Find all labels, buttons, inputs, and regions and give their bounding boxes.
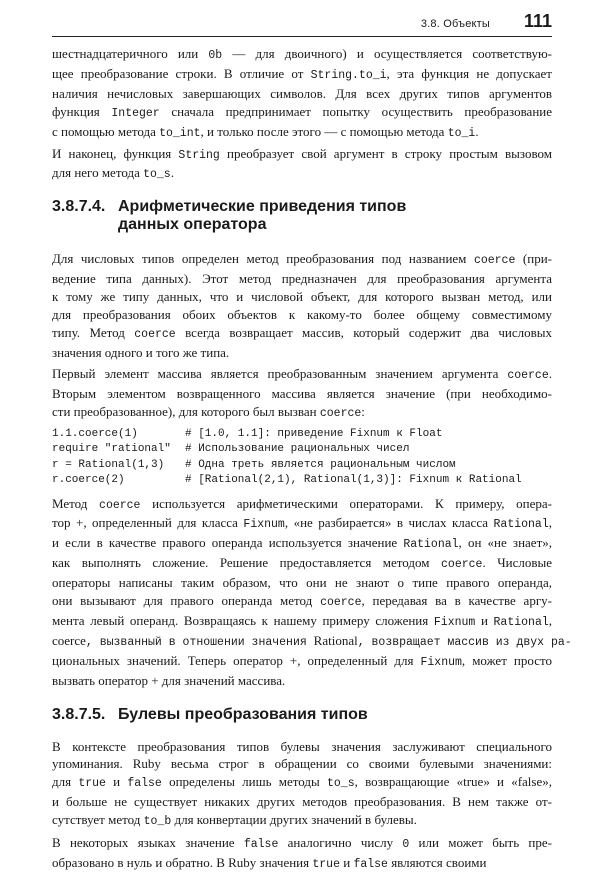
- text-run: образовано в нуль и обратно. В Ruby значения: [52, 855, 313, 870]
- inline-code: , вызванный в отношении значения: [85, 635, 314, 649]
- inline-code: coerce: [441, 558, 483, 572]
- text-line: [52, 834, 552, 854]
- text-line: [52, 773, 552, 793]
- text-run: они вызывают для правого операнда метод: [52, 593, 321, 609]
- text-line: [52, 123, 552, 143]
- code-statement: r = Rational(1,3): [52, 458, 165, 471]
- text-run: В контексте преобразования типов булевы значения заслуживают специального: [52, 738, 552, 754]
- inline-code: Integer: [111, 106, 160, 120]
- text-line: [52, 324, 552, 344]
- text-run: шестнадцатеричного или: [52, 46, 209, 61]
- text-line: [52, 514, 552, 534]
- text-run: :: [361, 403, 365, 419]
- code-statement: require "rational": [52, 443, 171, 455]
- text-run: coerce: [52, 632, 86, 648]
- text-run: сти преобразованное), для которого был вызван: [52, 403, 320, 419]
- text-run: с помощью метода: [52, 123, 160, 139]
- inline-code: coerce: [473, 254, 516, 268]
- inline-code: true: [78, 777, 106, 791]
- heading-title-line1: Булевы преобразования типов: [118, 705, 368, 723]
- inline-code: to_int: [159, 126, 201, 140]
- text-run: Rational: [313, 632, 358, 648]
- text-line: [52, 554, 552, 574]
- text-run: для: [52, 774, 79, 790]
- text-run: функция: [52, 103, 112, 119]
- text-run: преобразует свой аргумент в строку простым вызовом: [219, 145, 552, 161]
- text-run: вызвать оператор + для значений массива.: [52, 672, 286, 688]
- text-run: типу. Метод: [52, 324, 135, 340]
- text-run: , может просто: [461, 652, 552, 668]
- inline-code: to_i: [447, 126, 476, 140]
- text-run: ,: [548, 515, 552, 531]
- heading-number: 3.8.7.5.: [52, 705, 106, 723]
- section-heading-3-8-7-4: [52, 198, 552, 238]
- text-run: или может быть пре-: [409, 835, 552, 851]
- code-line: [52, 427, 552, 443]
- heading-title-line1: Арифметические приведения типов: [118, 198, 407, 216]
- text-run: , «не разбирается» в числах класса: [284, 515, 494, 531]
- text-line: [52, 145, 552, 165]
- text-run: и: [339, 855, 354, 870]
- inline-code: 0b: [208, 49, 223, 62]
- text-line: [52, 403, 552, 423]
- text-run: являются своими: [387, 855, 487, 870]
- text-run: для преобразования обоих объектов к какому-то более общему совместимому: [52, 307, 552, 323]
- text-run: аналогично числу: [278, 835, 403, 851]
- header-rule: [52, 36, 552, 37]
- text-run: определены лишь методы: [161, 774, 327, 790]
- text-run: упоминания. Ruby весьма строг в обращении со своими булевыми значениями:: [52, 756, 552, 772]
- text-run: , эта функция не допускает: [386, 65, 552, 81]
- inline-code: to_s: [143, 168, 171, 182]
- paragraph: [52, 365, 552, 423]
- heading-number: 3.8.7.4.: [52, 198, 106, 216]
- text-run: и: [105, 774, 128, 790]
- text-run: циональных значений. Теперь оператор +, определенный для: [52, 652, 421, 668]
- text-line: [52, 385, 552, 403]
- text-line: [52, 45, 552, 65]
- text-run: — для двоичного) и осуществляется соответствую-: [222, 46, 552, 61]
- inline-code: Rational: [493, 615, 549, 629]
- text-run: , он «не знает»,: [458, 535, 552, 551]
- text-line: [52, 811, 552, 831]
- text-run: .: [548, 365, 552, 381]
- code-line: [52, 442, 552, 458]
- text-line: [52, 612, 552, 632]
- inline-code: false: [353, 858, 388, 871]
- inline-code: false: [127, 777, 162, 791]
- inline-code: Fixnum: [243, 518, 285, 532]
- text-line: [52, 574, 552, 592]
- inline-code: Fixnum: [433, 615, 476, 629]
- section-heading-3-8-7-5: [52, 706, 552, 726]
- code-comment: # [Rational(2,1), Rational(1,3)]: Fixnum к Rational: [185, 474, 522, 486]
- text-line: [52, 85, 552, 103]
- text-run: (при-: [515, 251, 552, 267]
- text-run: и больше не существует никаких других методов преобразования. В нем также от-: [52, 794, 552, 810]
- inline-code: coerce: [507, 368, 549, 382]
- page-header: [52, 10, 552, 38]
- text-run: И наконец, функция: [52, 145, 179, 161]
- text-run: для конвертации других значений в булевы.: [171, 812, 417, 828]
- running-header-section: 3.8. Объекты: [420, 18, 490, 30]
- inline-code: String.to_i: [310, 68, 387, 82]
- code-listing: [52, 427, 552, 489]
- text-line: [52, 755, 552, 773]
- inline-code: Rational: [493, 518, 549, 532]
- text-line: [52, 306, 552, 324]
- text-line: [52, 270, 552, 288]
- text-line: [52, 632, 572, 652]
- text-line: [52, 738, 552, 756]
- paragraph: [52, 495, 572, 690]
- inline-code: 0: [402, 838, 410, 852]
- paragraph: [52, 738, 552, 832]
- text-run: Вторым элементом возвращенного массива является значение (при необходимо-: [52, 385, 552, 401]
- text-line: [52, 495, 552, 515]
- text-line: [52, 652, 552, 672]
- paragraph: [52, 145, 552, 185]
- text-run: . Числовые: [482, 555, 553, 571]
- text-run: мента левый операнд. Возвращаясь к нашему примеру сложения: [52, 612, 434, 628]
- text-run: и: [475, 612, 494, 628]
- text-line: [52, 344, 552, 362]
- inline-code: String: [178, 148, 220, 162]
- code-comment: # Одна треть является рациональным числом: [185, 458, 456, 471]
- paragraph: [52, 834, 552, 874]
- text-run: для него метода: [52, 165, 144, 181]
- text-line: [52, 288, 552, 306]
- text-run: значения одного и того же типа.: [52, 344, 230, 360]
- heading-title-line2: данных оператора: [118, 216, 267, 234]
- text-run: .: [170, 165, 174, 181]
- text-line: [52, 793, 552, 811]
- text-line: [52, 164, 552, 184]
- text-run: к тому же типу данных, что и числовой объект, для которого вызван метод, или: [52, 289, 552, 305]
- text-line: [52, 534, 552, 554]
- paragraph: [52, 45, 552, 143]
- code-statement: r.coerce(2): [52, 474, 125, 486]
- code-comment: # Использование рациональных чисел: [185, 443, 410, 455]
- paragraph: [52, 250, 552, 361]
- text-line: [52, 365, 552, 385]
- text-run: Метод: [52, 495, 100, 511]
- inline-code: to_s: [326, 777, 355, 791]
- text-line: [52, 103, 552, 123]
- text-run: операторы написаны таким образом, что они не знают о типе правого операнда,: [52, 575, 552, 591]
- text-run: всегда возвращает массив, который содержит два числовых: [175, 324, 553, 340]
- text-line: [52, 592, 552, 612]
- text-line: [52, 250, 552, 270]
- inline-code: coerce: [99, 498, 141, 512]
- inline-code: Fixnum: [420, 655, 462, 669]
- text-line: [52, 65, 552, 85]
- text-run: В некоторых языках значение: [52, 835, 244, 851]
- text-run: , возвращающие «true» и «false»,: [354, 774, 552, 790]
- inline-code: false: [243, 838, 279, 852]
- code-comment: # [1.0, 1.1]: приведение Fixnum к Float: [185, 427, 443, 440]
- page-number: 111: [523, 11, 552, 31]
- inline-code: coerce: [134, 327, 176, 341]
- inline-code: true: [312, 858, 340, 871]
- text-run: , передавая ва в качестве аргу-: [361, 593, 552, 609]
- text-run: как выполнять сложение. Решение предоставляется методом: [52, 555, 442, 571]
- text-run: ,: [548, 612, 552, 628]
- text-run: щее преобразование строки. В отличие от: [52, 65, 311, 81]
- text-run: Для числовых типов определен метод преобразования под названием: [52, 251, 474, 267]
- text-run: тор +, определенный для класса: [52, 515, 244, 531]
- inline-code: to_b: [143, 815, 172, 829]
- inline-code: coerce: [319, 406, 362, 420]
- text-run: , и только после этого — с помощью метода: [200, 123, 448, 139]
- text-run: .: [475, 123, 479, 139]
- text-run: и если в качестве правого операнда используется значение: [52, 535, 404, 551]
- text-run: сутствует метод: [52, 812, 144, 828]
- text-line: [52, 672, 552, 690]
- inline-code: Rational: [403, 538, 459, 552]
- text-run: ведение типа данных). Этот метод предназначен для преобразования аргумента: [52, 271, 552, 287]
- code-statement: 1.1.coerce(1): [52, 427, 138, 440]
- text-run: используется арифметическими операторами. К примеру, опера-: [140, 495, 552, 511]
- text-run: сначала предпринимает попытку осуществить преобразование: [159, 103, 552, 119]
- page-content: [52, 45, 572, 876]
- text-line: [52, 854, 552, 874]
- inline-code: , возвращает массив из двух ра-: [357, 635, 572, 649]
- code-line: [52, 458, 552, 474]
- text-run: Первый элемент массива является преобразованным значением аргумента: [52, 365, 508, 381]
- inline-code: coerce: [320, 596, 362, 610]
- text-run: наличия нечисловых завершающих символов. Для всех других типов аргументов: [52, 85, 552, 101]
- code-line: [52, 473, 552, 489]
